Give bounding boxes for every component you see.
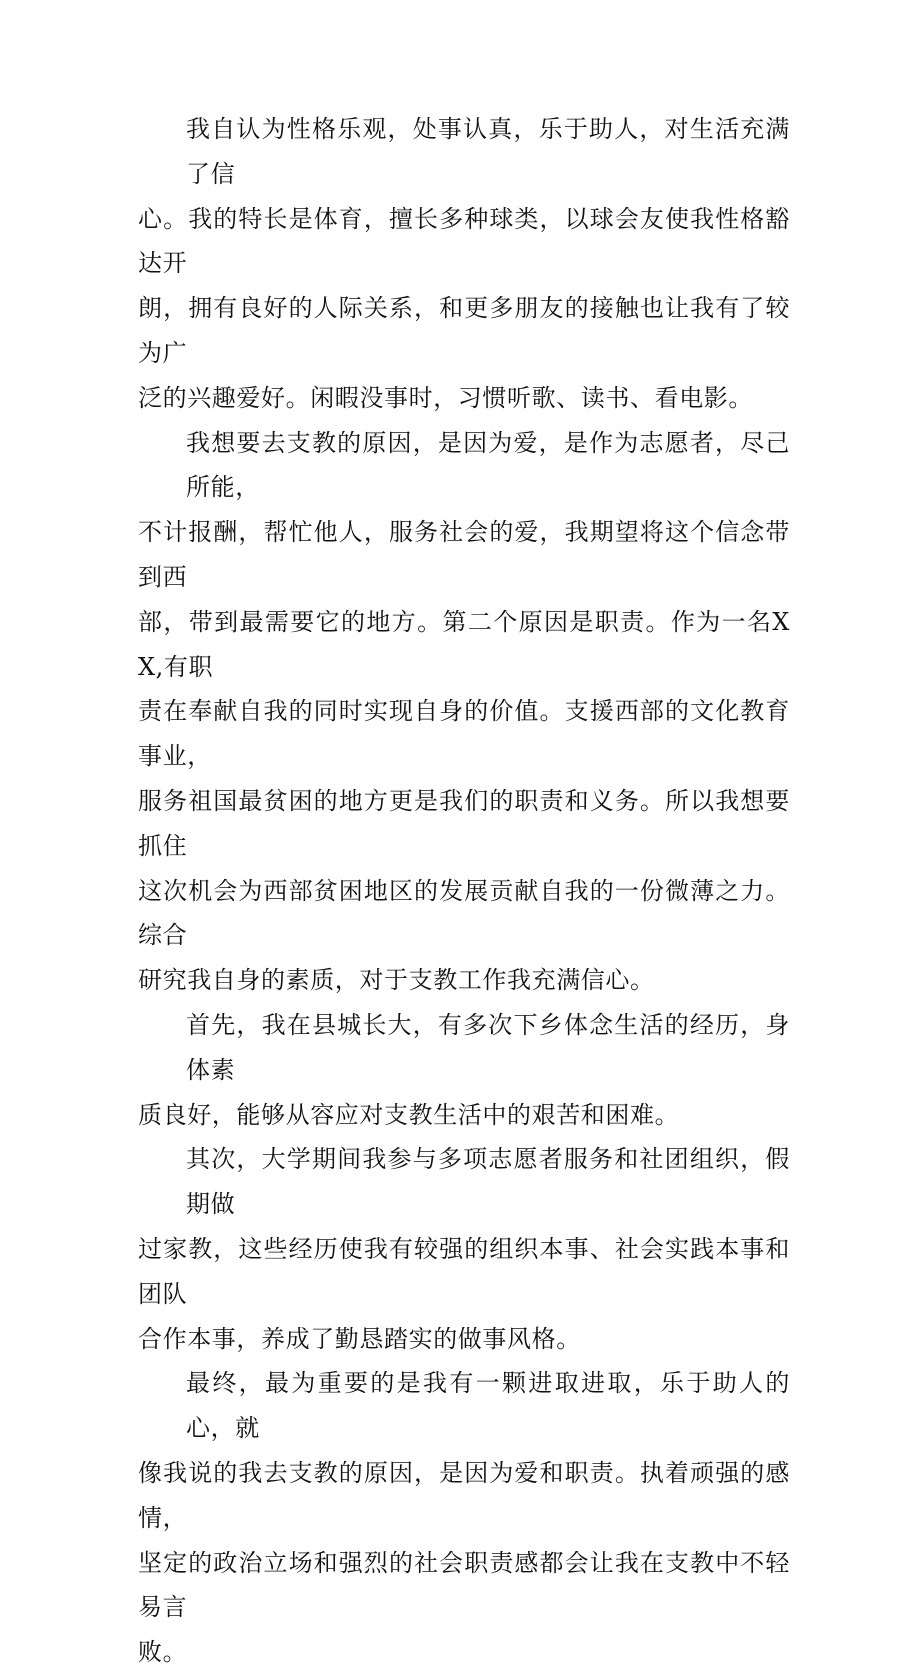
text-line: 坚定的政治立场和强烈的社会职责感都会让我在支教中不轻易言 (138, 1548, 790, 1622)
text-line: 首先，我在县城长大，有多次下乡体念生活的经历，身体素 (186, 1010, 790, 1084)
text-line: 我想要去支教的原因，是因为爱，是作为志愿者，尽己所能， (186, 428, 790, 502)
text-line: 朗，拥有良好的人际关系，和更多朋友的接触也让我有了较为广 (138, 294, 790, 367)
text-line: 质良好，能够从容应对支教生活中的艰苦和困难。 (138, 1100, 680, 1129)
text-line: 不计报酬，帮忙他人，服务社会的爱，我期望将这个信念带到西 (138, 518, 790, 591)
text-line: 责在奉献自我的同时实现自身的价值。支援西部的文化教育事业， (138, 697, 790, 771)
text-line: 这次机会为西部贫困地区的发展贡献自我的一份微薄之力。综合 (138, 876, 790, 950)
text-line: 败。 (138, 1638, 188, 1667)
document-body (138, 107, 790, 1675)
text-line: 心。我的特长是体育，擅长多种球类，以球会友使我性格豁达开 (138, 204, 790, 278)
text-line: 研究我自身的素质，对于支教工作我充满信心。 (138, 966, 655, 995)
paragraph-reasons (138, 421, 790, 1003)
text-line: 合作本事，养成了勤恳踏实的做事风格。 (138, 1324, 581, 1353)
text-line: 其次，大学期间我参与多项志愿者服务和社团组织，假期做 (186, 1145, 790, 1219)
paragraph-personality (138, 107, 790, 421)
text-line: 服务祖国最贫困的地方更是我们的职责和义务。所以我想要抓住 (138, 786, 790, 860)
paragraph-first (138, 1003, 790, 1137)
text-line: 像我说的我去支教的原因，是因为爱和职责。执着顽强的感情， (138, 1458, 790, 1532)
paragraph-final (138, 1361, 790, 1675)
paragraph-second (138, 1137, 790, 1361)
text-line: 我自认为性格乐观，处事认真，乐于助人，对生活充满了信 (186, 115, 790, 188)
text-line: 部，带到最需要它的地方。第二个原因是职责。作为一名XX,有职 (138, 607, 790, 681)
text-line: 泛的兴趣爱好。闲暇没事时，习惯听歌、读书、看电影。 (138, 383, 753, 412)
text-line: 最终，最为重要的是我有一颗进取进取，乐于助人的心，就 (186, 1369, 790, 1443)
text-line: 过家教，这些经历使我有较强的组织本事、社会实践本事和团队 (138, 1234, 790, 1308)
